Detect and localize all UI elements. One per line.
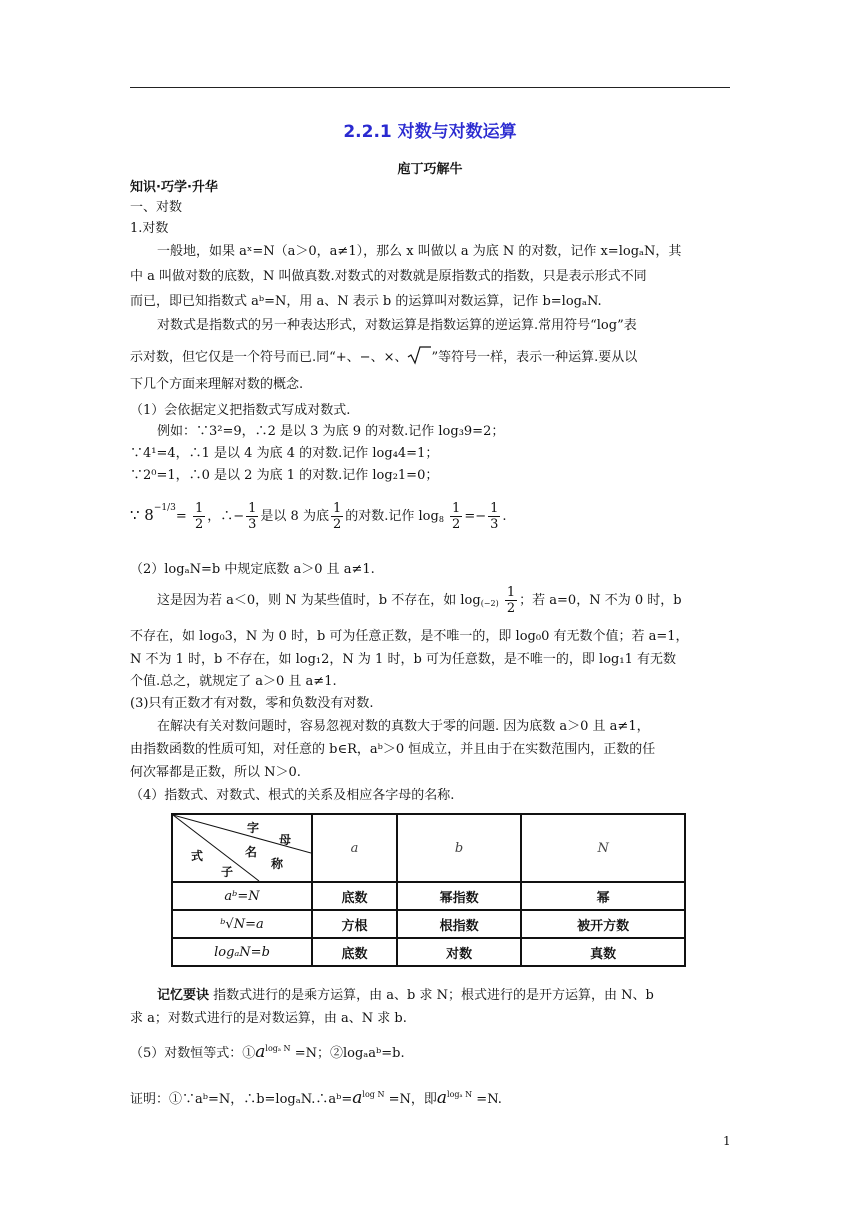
example-line: ∵2⁰=1，∴0 是以 2 为底 1 的对数.记作 log₂1=0；: [130, 468, 439, 483]
list-item: （4）指数式、对数式、根式的关系及相应各字母的名称.: [130, 788, 455, 803]
paragraph-line: [157, 585, 682, 616]
denominator: 3: [490, 517, 499, 532]
numerator: 1: [248, 501, 257, 516]
math-exponent: logₐ N: [265, 1044, 291, 1053]
paragraph-line: 下几个方面来理解对数的概念.: [130, 377, 304, 392]
paragraph-line: 中 a 叫做对数的底数，N 叫做真数.对数式的对数就是原指数式的指数，只是表示形式不同: [130, 269, 647, 284]
column-header: b: [397, 814, 521, 882]
column-header: a: [312, 814, 397, 882]
fraction: [193, 501, 205, 532]
text-span: 的对数.记作 log: [345, 509, 439, 524]
fraction: [505, 585, 517, 616]
memory-tip-line: [157, 988, 654, 1004]
names-table: [171, 813, 686, 967]
corner-label: 子: [221, 865, 234, 879]
text-span: 证明：①∵aᵇ=N，∴b=logₐN.∴aᵇ=: [130, 1092, 353, 1107]
text-span: （5）对数恒等式：①: [130, 1046, 256, 1061]
top-rule: [130, 87, 730, 88]
page-number: 1: [723, 1134, 731, 1148]
paragraph-line: N 不为 1 时，b 不存在，如 log₁2，N 为 1 时，b 可为任意数，是不唯一的，即 log₁1 有无数: [130, 652, 676, 667]
text-span: 是以 8 为底: [260, 509, 329, 524]
table-row: [172, 882, 685, 910]
table-cell: 方根: [312, 910, 397, 938]
table-cell: 根指数: [397, 910, 521, 938]
paragraph-line: [130, 345, 637, 370]
table-cell: 真数: [521, 938, 685, 966]
text-span: =N；②logₐaᵇ=b.: [294, 1046, 405, 1061]
sub-heading: 1.对数: [130, 221, 169, 236]
paragraph-line: 个值.总之，就规定了 a＞0 且 a≠1.: [130, 674, 337, 689]
text-span: 这是因为若 a＜0，则 N 为某些值时，b 不存在，如 log: [157, 593, 481, 608]
table-corner: [172, 814, 312, 882]
page-title: 2.2.1 对数与对数运算: [343, 122, 517, 142]
text-span: ”等符号一样，表示一种运算.要从以: [431, 350, 638, 365]
paragraph-line: 不存在，如 log₀3，N 为 0 时，b 可为任意正数，是不唯一的，即 log₀0 有无数个值；若 a=1，: [130, 629, 689, 644]
memory-tip-label: 记忆要诀: [157, 988, 210, 1003]
page-subtitle: 庖丁巧解牛: [397, 162, 463, 177]
fraction: [488, 501, 500, 532]
denominator: 2: [194, 517, 204, 532]
text-span: =: [175, 509, 187, 524]
math-base: a: [255, 1042, 266, 1062]
table-cell: 幂: [521, 882, 685, 910]
list-item: （1）会依据定义把指数式写成对数式.: [130, 403, 351, 418]
row-formula: aᵇ=N: [172, 882, 312, 910]
math-exponent: log N: [362, 1090, 385, 1099]
table-row: [172, 910, 685, 938]
text-span: =N.: [476, 1092, 502, 1107]
text-span: 示对数，但它仅是一个符号而已.同“+、−、×、: [130, 350, 408, 365]
denominator: 3: [248, 517, 257, 532]
example-line-fraction: [130, 498, 507, 532]
proof-line: [130, 1084, 502, 1111]
fraction: [246, 501, 258, 532]
text-span: =N，即: [388, 1092, 437, 1107]
list-item: (3)只有正数才有对数，零和负数没有对数.: [130, 696, 374, 711]
numerator: 1: [332, 501, 342, 516]
table-cell: 幂指数: [397, 882, 521, 910]
sqrt-icon: [407, 345, 431, 370]
part-heading: 一、对数: [130, 200, 183, 215]
text-span: =−: [464, 509, 487, 524]
list-item: （2）logₐN=b 中规定底数 a＞0 且 a≠1.: [130, 562, 375, 577]
paragraph-line: 何次幂都是正数，所以 N＞0.: [130, 765, 301, 780]
text-span: 指数式进行的是乘方运算，由 a、b 求 N；根式进行的是开方运算，由 N、b: [213, 988, 654, 1003]
math-base: a: [436, 1088, 448, 1108]
text-span: .: [502, 509, 507, 524]
text-span: ，∴−: [207, 509, 245, 524]
numerator: 1: [452, 501, 461, 516]
section-header: 知识·巧学·升华: [130, 180, 218, 195]
paragraph-line: 在解决有关对数问题时，容易忽视对数的真数大于零的问题. 因为底数 a＞0 且 a≠1，: [157, 719, 650, 734]
numerator: 1: [506, 585, 516, 600]
list-item: [130, 1038, 405, 1065]
paragraph-line: 对数式是指数式的另一种表达形式，对数运算是指数运算的逆运算.常用符号“log”表: [157, 318, 637, 333]
numerator: 1: [194, 501, 204, 516]
corner-label: 式: [191, 849, 204, 863]
column-header: N: [521, 814, 685, 882]
paragraph-line: 而已，即已知指数式 aᵇ=N，用 a、N 表示 b 的运算叫对数运算，记作 b=logₐN.: [130, 294, 602, 309]
fraction: [331, 501, 343, 532]
example-line: 例如：∵3²=9，∴2 是以 3 为底 9 的对数.记作 log₃9=2；: [157, 424, 505, 439]
fraction: [450, 501, 462, 532]
text-span: ；若 a=0，N 不为 0 时，b: [519, 593, 682, 608]
row-formula: ᵇ√N=a: [172, 910, 312, 938]
denominator: 2: [452, 517, 461, 532]
log-base: 8: [438, 515, 444, 524]
row-formula: logₐN=b: [172, 938, 312, 966]
math-base: a: [352, 1088, 363, 1108]
table-cell: 底数: [312, 938, 397, 966]
math-exponent: logₐ N: [447, 1090, 473, 1099]
corner-label: 称: [271, 857, 284, 871]
log-base: (−2): [480, 599, 499, 608]
corner-label: 名: [245, 845, 258, 859]
denominator: 2: [332, 517, 342, 532]
table-cell: 对数: [397, 938, 521, 966]
paragraph-line: 一般地，如果 aˣ=N（a＞0，a≠1），那么 x 叫做以 a 为底 N 的对数，记作 x=logₐN，其: [157, 244, 682, 259]
table-row: [172, 938, 685, 966]
corner-label: 母: [279, 833, 292, 847]
corner-label: 字: [247, 821, 260, 835]
table-cell: 底数: [312, 882, 397, 910]
paragraph-line: 由指数函数的性质可知，对任意的 b∈R，aᵇ＞0 恒成立，并且由于在实数范围内，正数的任: [130, 742, 656, 757]
table-cell: 被开方数: [521, 910, 685, 938]
example-line: ∵4¹=4，∴1 是以 4 为底 4 的对数.记作 log₄4=1；: [130, 446, 439, 461]
exponent: [154, 498, 176, 518]
denominator: 2: [506, 601, 516, 616]
paragraph-line: 求 a；对数式进行的是对数运算，由 a、N 求 b.: [130, 1011, 407, 1026]
exponent-text: −1/3: [153, 503, 176, 513]
text-span: ∵ 8: [130, 506, 154, 524]
numerator: 1: [490, 501, 499, 516]
